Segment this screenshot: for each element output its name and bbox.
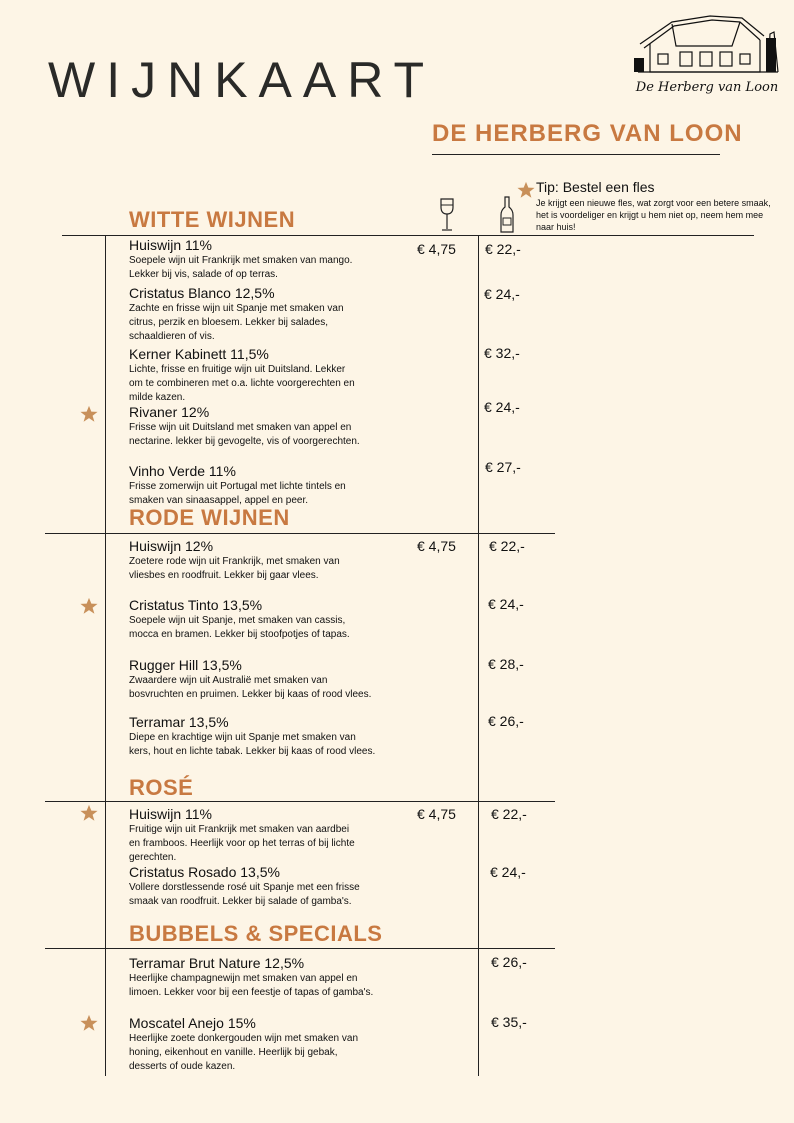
bottle-price: € 26,- — [488, 713, 524, 729]
wine-description: Vollere dorstlessende rosé uit Spanje met een frisse smaak van roodfruit. Lekker bij salade of gamba's. — [129, 882, 360, 907]
section-title-rose: ROSÉ — [129, 775, 194, 800]
list-item — [129, 597, 361, 642]
list-item — [129, 538, 364, 583]
list-item — [129, 237, 369, 282]
bottle-price: € 24,- — [484, 286, 520, 302]
wine-name: Cristatus Tinto 13,5% — [129, 597, 263, 613]
star-icon — [80, 597, 98, 615]
wine-description: Soepele wijn uit Frankrijk met smaken van mango. Lekker bij vis, salade of op terras. — [129, 255, 353, 280]
wine-name: Cristatus Rosado 13,5% — [129, 864, 280, 880]
logo-text: De Herberg van Loon — [635, 80, 779, 95]
wine-description: Heerlijke champagnewijn met smaken van appel en limoen. Lekker voor bij een feestje of tapas of gamba's. — [129, 973, 374, 998]
bottle-price: € 32,- — [484, 345, 520, 361]
list-item — [129, 346, 361, 405]
star-icon — [517, 181, 535, 199]
wine-name: Cristatus Blanco 12,5% — [129, 285, 275, 301]
bottle-price: € 22,- — [489, 538, 525, 554]
wine-name: Huiswijn 11% — [129, 237, 212, 253]
rule-white — [62, 235, 754, 236]
star-icon — [80, 405, 98, 423]
wine-description: Frisse zomerwijn uit Portugal met lichte tintels en smaken van sinaasappel, appel en peer. — [129, 481, 346, 506]
list-item — [129, 657, 379, 702]
wine-name: Huiswijn 11% — [129, 806, 212, 822]
bottle-price: € 24,- — [484, 399, 520, 415]
star-icon — [80, 1014, 98, 1032]
restaurant-name: DE HERBERG VAN LOON — [432, 120, 743, 147]
wine-name: Kerner Kabinett 11,5% — [129, 346, 269, 362]
section-title-white: WITTE WIJNEN — [129, 207, 296, 232]
list-item — [129, 714, 379, 759]
list-item — [129, 285, 369, 344]
wine-glass-icon — [438, 197, 456, 233]
wine-name: Huiswijn 12% — [129, 538, 214, 554]
section-title-red: RODE WIJNEN — [129, 505, 290, 530]
wine-name: Rivaner 12% — [129, 404, 210, 420]
wine-bottle-icon — [499, 196, 515, 234]
wine-name: Moscatel Anejo 15% — [129, 1015, 256, 1031]
price-column-rule — [478, 235, 479, 1076]
wine-description: Frisse wijn uit Duitsland met smaken van appel en nectarine. lekker bij gevogelte, vis of voorgerechten. — [129, 422, 360, 447]
glass-price: € 4,75 — [417, 806, 456, 822]
page-title: WIJNKAART — [48, 52, 435, 108]
wine-description: Zwaardere wijn uit Australië met smaken van bosvruchten en pruimen. Lekker bij kaas of rood vlees. — [129, 675, 372, 700]
wine-description: Lichte, frisse en fruitige wijn uit Duitsland. Lekker om te combineren met o.a. lichte voorgerechten en milde kazen. — [129, 364, 355, 403]
wine-name: Vinho Verde 11% — [129, 463, 236, 479]
wine-description: Zoetere rode wijn uit Frankrijk, met smaken van vliesbes en roodfruit. Lekker bij gaar vlees. — [129, 556, 340, 581]
wine-name: Rugger Hill 13,5% — [129, 657, 242, 673]
wine-name: Terramar 13,5% — [129, 714, 229, 730]
bottle-price: € 35,- — [491, 1014, 527, 1030]
bottle-price: € 22,- — [491, 806, 527, 822]
list-item — [129, 955, 374, 1000]
list-item — [129, 806, 361, 865]
bottle-price: € 22,- — [485, 241, 521, 257]
star-icon — [80, 804, 98, 822]
list-item — [129, 1015, 361, 1074]
section-title-bubbles: BUBBELS & SPECIALS — [129, 921, 383, 946]
wine-name: Terramar Brut Nature 12,5% — [129, 955, 305, 971]
tip-title: Tip: Bestel een fles — [536, 179, 655, 195]
list-item — [129, 463, 379, 508]
glass-price: € 4,75 — [417, 241, 456, 257]
bottle-price: € 27,- — [485, 459, 521, 475]
subtitle-underline — [432, 154, 720, 155]
bottle-price: € 24,- — [490, 864, 526, 880]
left-column-rule — [105, 235, 106, 1076]
bottle-price: € 28,- — [488, 656, 524, 672]
list-item — [129, 864, 379, 909]
tip-text: Je krijgt een nieuwe fles, wat zorgt voor een betere smaak, het is voordeliger en krijgt u hem niet op, neem hem mee naar huis! — [536, 198, 771, 232]
wine-description: Soepele wijn uit Spanje, met smaken van cassis, mocca en bramen. Lekker bij stoofpotjes of tapas. — [129, 615, 350, 640]
glass-price: € 4,75 — [417, 538, 456, 554]
bottle-price: € 24,- — [488, 596, 524, 612]
wine-description: Fruitige wijn uit Frankrijk met smaken van aardbei en framboos. Heerlijk voor op het terras of bij lichte gerechten. — [129, 824, 355, 863]
list-item — [129, 404, 379, 449]
wine-description: Diepe en krachtige wijn uit Spanje met smaken van kers, hout en lichte tabak. Lekker bij kaas of rood vlees. — [129, 732, 376, 757]
bottle-price: € 26,- — [491, 954, 527, 970]
wine-description: Heerlijke zoete donkergouden wijn met smaken van honing, eikenhout en vanille. Heerlijk bij gebak, desserts of oude kazen. — [129, 1033, 359, 1072]
wine-description: Zachte en frisse wijn uit Spanje met smaken van citrus, perzik en bloesem. Lekker bij salades, schaaldieren of vis. — [129, 303, 344, 342]
